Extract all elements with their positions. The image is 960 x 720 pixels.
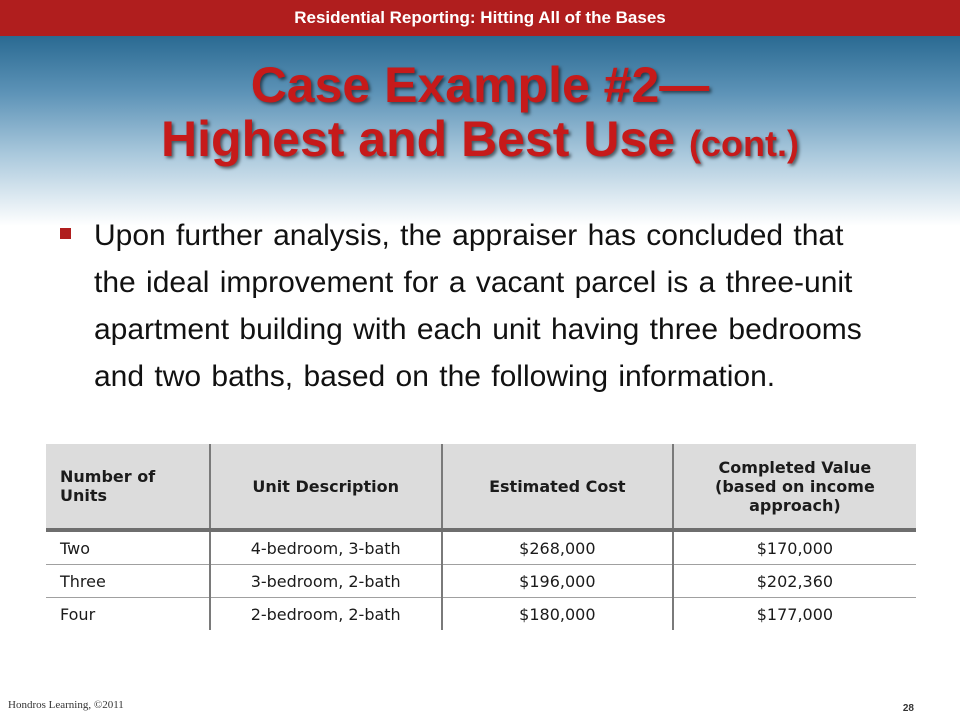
header-number-of-units: Number of Units: [46, 444, 210, 530]
header-estimated-cost: Estimated Cost: [442, 444, 673, 530]
bullet-item: [60, 212, 880, 400]
title-line-2-main: Highest and Best Use: [161, 111, 676, 167]
footer-copyright: Hondros Learning, ©2011: [8, 699, 124, 711]
cell-value: $170,000: [673, 530, 916, 565]
cell-cost: $196,000: [442, 565, 673, 598]
title-line-1: Case Example #2—: [250, 57, 710, 113]
title-suffix: (cont.): [688, 123, 799, 164]
cell-units: Three: [46, 565, 210, 598]
cell-value: $177,000: [673, 598, 916, 631]
page-number: 28: [902, 703, 914, 714]
table-row: [46, 565, 916, 598]
header-completed-value: Completed Value (based on income approach): [673, 444, 916, 530]
cost-value-table: [46, 444, 916, 630]
table-header-row: [46, 444, 916, 530]
title-line-2: [0, 112, 960, 171]
bullet-text: Upon further analysis, the appraiser has concluded that the ideal improvement for a vacant parcel is a three-unit apartment building with each unit having three bedrooms and two baths, based on the following information.: [94, 219, 862, 393]
cell-value: $202,360: [673, 565, 916, 598]
header-banner: Residential Reporting: Hitting All of the Bases: [0, 0, 960, 36]
slide-title: [0, 58, 960, 171]
cell-cost: $268,000: [442, 530, 673, 565]
cell-description: 2-bedroom, 2-bath: [210, 598, 442, 631]
square-bullet-icon: [60, 228, 71, 239]
table-row: [46, 530, 916, 565]
cell-description: 4-bedroom, 3-bath: [210, 530, 442, 565]
cell-cost: $180,000: [442, 598, 673, 631]
cell-units: Two: [46, 530, 210, 565]
cell-units: Four: [60, 604, 96, 624]
table-row: [46, 598, 916, 631]
header-unit-description: Unit Description: [210, 444, 442, 530]
cell-description: 3-bedroom, 2-bath: [210, 565, 442, 598]
